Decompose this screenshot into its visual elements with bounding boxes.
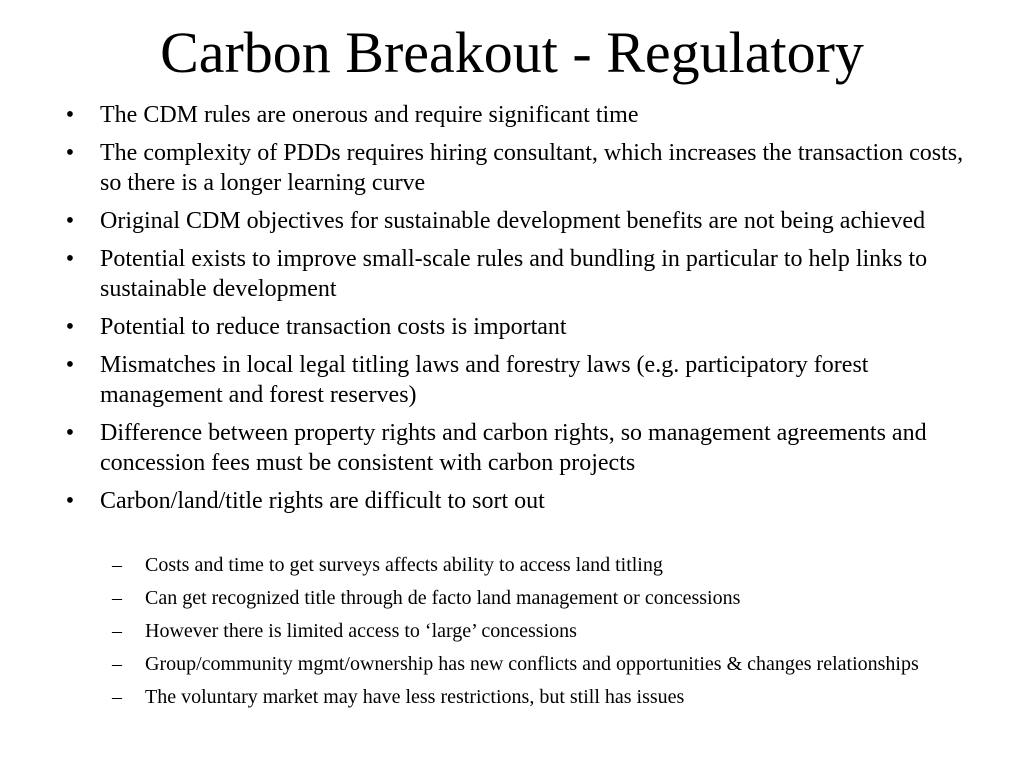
sub-bullet-text: However there is limited access to ‘large’ concessions	[145, 620, 577, 642]
bullet-text: Potential to reduce transaction costs is important	[100, 314, 567, 340]
sub-bullet-text: Group/community mgmt/ownership has new conflicts and opportunities & changes relationships	[145, 653, 919, 675]
bullet-text: Original CDM objectives for sustainable development benefits are not being achieved	[100, 208, 926, 234]
bullet-marker: •	[65, 140, 75, 166]
bullet-marker: •	[65, 246, 75, 272]
bullet-list	[60, 100, 990, 524]
bullet-text: The CDM rules are onerous and require significant time	[100, 102, 639, 128]
sub-bullet-list	[60, 552, 990, 717]
slide-title: Carbon Breakout - Regulatory	[160, 20, 864, 85]
bullet-item	[60, 244, 990, 304]
bullet-text: Carbon/land/title rights are difficult to sort out	[100, 488, 545, 514]
sub-bullet-marker: –	[112, 686, 122, 708]
bullet-marker: •	[65, 352, 75, 378]
sub-bullet-marker: –	[112, 620, 122, 642]
sub-bullet-marker: –	[112, 587, 122, 609]
bullet-marker: •	[65, 488, 75, 514]
bullet-text: Potential exists to improve small-scale rules and bundling in particular to help links to sustainable development	[100, 246, 928, 302]
sub-bullet-item	[60, 585, 990, 611]
bullet-marker: •	[65, 314, 75, 340]
bullet-item	[60, 138, 990, 198]
bullet-marker: •	[65, 102, 75, 128]
sub-bullet-text: The voluntary market may have less restrictions, but still has issues	[145, 686, 685, 708]
sub-bullet-item	[60, 684, 990, 710]
bullet-marker: •	[65, 420, 75, 446]
bullet-item	[60, 312, 990, 342]
sub-bullet-item	[60, 618, 990, 644]
sub-bullet-item	[60, 552, 990, 578]
bullet-item	[60, 100, 990, 130]
bullet-text: Mismatches in local legal titling laws and forestry laws (e.g. participatory forest management and forest reserves)	[100, 352, 869, 408]
sub-bullet-item	[60, 651, 990, 677]
sub-bullet-marker: –	[112, 653, 122, 675]
bullet-item	[60, 206, 990, 236]
bullet-item	[60, 350, 990, 410]
bullet-text: The complexity of PDDs requires hiring consultant, which increases the transaction costs, so there is a longer learning curve	[100, 140, 964, 196]
bullet-text: Difference between property rights and carbon rights, so management agreements and concession fees must be consistent with carbon projects	[100, 420, 927, 476]
bullet-item	[60, 486, 990, 516]
sub-bullet-text: Costs and time to get surveys affects ability to access land titling	[145, 554, 663, 576]
bullet-item	[60, 418, 990, 478]
bullet-marker: •	[65, 208, 75, 234]
sub-bullet-text: Can get recognized title through de facto land management or concessions	[145, 587, 741, 609]
sub-bullet-marker: –	[112, 554, 122, 576]
